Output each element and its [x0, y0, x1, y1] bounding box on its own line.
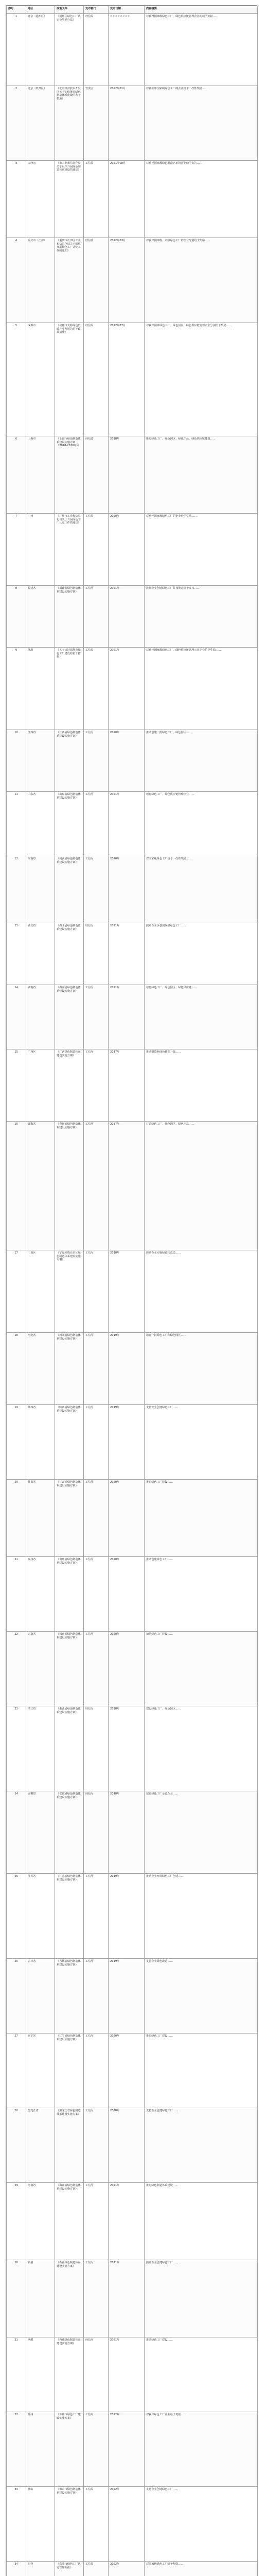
row-issuer: 经信委: [84, 436, 109, 514]
row-document: 《黑龙江省绿色制造体系建设实施方案》: [55, 2108, 84, 2183]
row-date: 2022年01月: [109, 86, 145, 161]
table-row: [7, 648, 258, 730]
row-date: 2021年: [109, 985, 145, 1049]
table-row: [7, 1959, 258, 2033]
row-region: 上海市: [26, 436, 55, 514]
row-summary: 推动创建绿色工厂……: [145, 1557, 258, 1632]
row-region: 江苏省: [26, 1874, 55, 1959]
row-date: 2018年: [109, 436, 145, 514]
row-region: 广州: [26, 514, 55, 586]
row-issuer: 工信厅: [84, 1632, 109, 1706]
table-row: [7, 86, 258, 161]
row-index: 8: [7, 586, 26, 648]
row-date: 2020年: [109, 856, 145, 923]
table-row: [7, 985, 258, 1049]
row-region: 黑龙江省: [26, 2108, 55, 2183]
row-document: 《佛山市绿色制造体系建设实施方案》: [55, 2487, 84, 2562]
row-issuer: 工信厅: [84, 2183, 109, 2260]
header-date: 发布日期: [109, 6, 145, 14]
header-summary: 内容摘要: [145, 6, 258, 14]
row-summary: 支持企业创建绿色工厂……: [145, 2487, 258, 2562]
row-issuer: 工信厅: [84, 1405, 109, 1480]
row-date: 2021年08月: [109, 161, 145, 238]
table-row: [7, 1632, 258, 1706]
row-issuer: 工信厅: [84, 1557, 109, 1632]
table-body: [7, 14, 258, 2576]
row-issuer: 工信厅: [84, 2108, 109, 2183]
row-date: 2021年: [109, 586, 145, 648]
row-region: 浙江省: [26, 1706, 55, 1791]
row-summary: 培育一批绿色工厂和绿色园区……: [145, 1333, 258, 1405]
row-issuer: 工信厅: [84, 985, 109, 1049]
row-region: 云南省: [26, 1632, 55, 1706]
row-region: 吉林省: [26, 1959, 55, 2033]
row-region: 福建省: [26, 586, 55, 648]
row-summary: 鼓励企业实施绿色化改造……: [145, 1250, 258, 1333]
table-row: [7, 436, 258, 514]
row-index: 7: [7, 514, 26, 586]
header-index: 序号: [7, 6, 26, 14]
table-row: [7, 1557, 258, 1632]
row-issuer: 工信厅: [84, 1480, 109, 1557]
row-summary: 对获评国家绿色工厂、绿色园区、绿色供应链管理企业分别给予奖励……: [145, 323, 258, 436]
row-region: 成都市: [26, 323, 55, 436]
row-index: 30: [7, 2260, 26, 2337]
table-row: [7, 2562, 258, 2576]
table-header: [7, 6, 258, 14]
row-document: 《湖北省绿色制造体系建设实施方案》: [55, 923, 84, 985]
row-date: 2020年: [109, 2033, 145, 2108]
row-region: 北京（通州区）: [26, 14, 55, 86]
row-issuer: 工信厅: [84, 792, 109, 856]
row-document: 《江苏省绿色制造体系建设实施方案》: [55, 1874, 84, 1959]
row-date: 2021年: [109, 2260, 145, 2337]
header-document: 政策文件: [55, 6, 84, 14]
row-summary: 推进绿色工厂、绿色园区、绿色产品、绿色供应链建设……: [145, 436, 258, 514]
row-index: 21: [7, 1557, 26, 1632]
row-summary: 推进绿色工厂建设……: [145, 1480, 258, 1557]
row-issuer: 工信厅: [84, 1874, 109, 1959]
row-region: 北京（经开区）: [26, 86, 55, 161]
row-index: 27: [7, 2033, 26, 2108]
table-row: [7, 514, 258, 586]
row-index: 17: [7, 1250, 26, 1333]
row-summary: 培育绿色工厂示范企业……: [145, 1791, 258, 1874]
row-document: 《上海市绿色制造体系建设实施方案（2018-2020年）》: [55, 436, 84, 514]
row-document: 《云南省绿色制造体系建设实施方案》: [55, 1632, 84, 1706]
row-date: 2022年: [109, 2412, 145, 2487]
row-index: 13: [7, 923, 26, 985]
row-document: 《浙江省绿色制造体系建设实施方案》: [55, 1706, 84, 1791]
row-issuer: 经信局: [84, 323, 109, 436]
row-index: 26: [7, 1959, 26, 2033]
row-document: 《江西省绿色制造体系建设实施方案》: [55, 730, 84, 792]
row-date: ########: [109, 14, 145, 86]
row-issuer: 工信厅: [84, 1250, 109, 1333]
row-document: 《福建省绿色制造体系建设实施方案》: [55, 586, 84, 648]
table-row: [7, 2260, 258, 2337]
row-summary: 支持企业创建绿色工厂……: [145, 1405, 258, 1480]
row-summary: 推动制造业绿色转型升级……: [145, 1049, 258, 1122]
row-document: 《海南省绿色制造体系建设实施方案》: [55, 2183, 84, 2260]
table-row: [7, 238, 258, 323]
row-region: 陕西省: [26, 1405, 55, 1480]
row-summary: 支持企业绿色改造……: [145, 1959, 258, 2033]
row-date: 2017年: [109, 1049, 145, 1122]
row-document: 《贵州省绿色制造体系建设实施方案》: [55, 1557, 84, 1632]
row-date: 2022年: [109, 2562, 145, 2576]
table-row: [7, 1049, 258, 1122]
row-document: 《吉林省绿色制造体系建设实施方案》: [55, 1959, 84, 2033]
row-document: 《辽宁省绿色制造体系建设实施方案》: [55, 2033, 84, 2108]
row-date: 2022年03月: [109, 238, 145, 323]
row-date: 2018年: [109, 1791, 145, 1874]
table-row: [7, 1250, 258, 1333]
row-issuer: 工信厅: [84, 1049, 109, 1122]
row-date: 2021年: [109, 2337, 145, 2412]
row-issuer: 工信厅: [84, 730, 109, 792]
table-row: [7, 2487, 258, 2562]
row-date: 2021年: [109, 2183, 145, 2260]
row-issuer: 工信局: [84, 648, 109, 730]
row-date: 2021年: [109, 648, 145, 730]
row-issuer: 工信局: [84, 2412, 109, 2487]
row-region: 甘肃省: [26, 1480, 55, 1557]
row-summary: 支持企业创建绿色工厂……: [145, 2108, 258, 2183]
row-issuer: 工信局: [84, 514, 109, 586]
row-region: 天津市: [26, 161, 55, 238]
header-issuer: 发布部门: [84, 6, 109, 14]
row-index: 33: [7, 2487, 26, 2562]
row-document: 《重庆市江津区工业和信息化局关于组织开展绿色工厂认定工作的通知》: [55, 238, 84, 323]
row-document: 《广州市工业和信息化局关于开展绿色工厂认定工作的通知》: [55, 514, 84, 586]
table-row: [7, 161, 258, 238]
row-document: 《河北省绿色制造体系建设实施方案》: [55, 1333, 84, 1405]
row-document: 《山东省绿色制造体系建设实施方案》: [55, 792, 84, 856]
table-row: [7, 2108, 258, 2183]
row-summary: 推动企业开展绿色工厂创建……: [145, 1874, 258, 1959]
row-date: 2020年: [109, 1480, 145, 1557]
row-issuer: 经信厅: [84, 2337, 109, 2412]
row-issuer: 经信厅: [84, 1791, 109, 1874]
row-index: 6: [7, 436, 26, 514]
table-row: [7, 1706, 258, 1791]
table-row: [7, 323, 258, 436]
row-summary: 对获得国家级绿色工厂、绿色供应链管理企业的给予奖励……: [145, 14, 258, 86]
table-row: [7, 1480, 258, 1557]
row-date: 2019年: [109, 1959, 145, 2033]
row-issuer: 工信局: [84, 161, 109, 238]
row-region: 广西区: [26, 1049, 55, 1122]
table-row: [7, 1874, 258, 1959]
row-issuer: 工信厅: [84, 2033, 109, 2108]
row-date: 2019年: [109, 1405, 145, 1480]
table-row: [7, 1333, 258, 1405]
header-region: 地区: [26, 6, 55, 14]
row-date: 2019年: [109, 1874, 145, 1959]
row-region: 青海省: [26, 1122, 55, 1250]
row-region: 山东省: [26, 792, 55, 856]
table-row: [7, 2337, 258, 2412]
row-region: 安徽省: [26, 1791, 55, 1874]
table-row: [7, 730, 258, 792]
row-index: 19: [7, 1405, 26, 1480]
table-row: [7, 2033, 258, 2108]
row-summary: 对获评国家级绿色工厂的企业给予奖励……: [145, 514, 258, 586]
row-summary: 对获评国家级、市级绿色工厂的企业分别给予奖励……: [145, 238, 258, 323]
row-issuer: 工信厅: [84, 1122, 109, 1250]
row-index: 16: [7, 1122, 26, 1250]
row-index: 2: [7, 86, 26, 161]
table-row: [7, 1791, 258, 1874]
row-region: 重庆市（江津）: [26, 238, 55, 323]
row-region: 贵州省: [26, 1557, 55, 1632]
row-issuer: 工信厅: [84, 586, 109, 648]
row-index: 11: [7, 792, 26, 856]
row-date: 2020年: [109, 1632, 145, 1706]
row-index: 5: [7, 323, 26, 436]
row-index: 29: [7, 2183, 26, 2260]
row-document: 《宁夏回族自治区绿色制造体系建设实施方案》: [55, 1250, 84, 1333]
row-index: 15: [7, 1049, 26, 1122]
row-summary: 对获评绿色工厂企业给予奖励……: [145, 2412, 258, 2487]
table-header-row: [7, 6, 258, 14]
row-index: 20: [7, 1480, 26, 1557]
table-row: [7, 586, 258, 648]
row-date: 2021年: [109, 923, 145, 985]
row-region: 深圳: [26, 648, 55, 730]
row-document: 《苏州市绿色工厂建设实施方案》: [55, 2412, 84, 2487]
row-summary: 推进绿色工厂建设……: [145, 2033, 258, 2108]
row-summary: 鼓励企业创建绿色工厂并按规定给予支持……: [145, 586, 258, 648]
row-document: 《西藏绿色制造体系建设实施方案》: [55, 2337, 84, 2412]
row-index: 12: [7, 856, 26, 923]
row-index: 3: [7, 161, 26, 238]
row-summary: 加快绿色工厂建设……: [145, 1632, 258, 1706]
row-date: 2022年07月: [109, 323, 145, 436]
row-summary: 鼓励企业创建绿色工厂……: [145, 2260, 258, 2337]
row-region: 佛山: [26, 2487, 55, 2562]
row-issuer: 经信局: [84, 14, 109, 86]
row-region: 河北省: [26, 1333, 55, 1405]
row-document: 《新疆绿色制造体系建设实施方案》: [55, 2260, 84, 2337]
row-issuer: 经信厅: [84, 923, 109, 985]
table-row: [7, 2412, 258, 2487]
table-row: [7, 1122, 258, 1250]
row-summary: 对获评国家级绿色制造名单的企业给予支持……: [145, 161, 258, 238]
row-document: 《关于支持深圳市绿色工厂建设的若干措施》: [55, 648, 84, 730]
row-index: 10: [7, 730, 26, 792]
row-index: 32: [7, 2412, 26, 2487]
row-issuer: 经信委: [84, 238, 109, 323]
row-region: 湖北省: [26, 923, 55, 985]
document-sheet: [6, 5, 257, 2576]
row-date: 2019年: [109, 1333, 145, 1405]
row-summary: 对新获评国家级绿色工厂的企业给予一次性奖励……: [145, 86, 258, 161]
row-date: 2020年: [109, 2108, 145, 2183]
row-index: 34: [7, 2562, 26, 2576]
row-document: 《北京经济技术开发区关于加快推进绿色制造体系建设的若干措施》: [55, 86, 84, 161]
row-summary: 打造绿色工厂、绿色园区、绿色产品……: [145, 1122, 258, 1250]
row-date: 2017年: [109, 1122, 145, 1250]
table-row: [7, 792, 258, 856]
row-index: 25: [7, 1874, 26, 1959]
row-document: 《通州区绿色工厂认定及奖励办法》: [55, 14, 84, 86]
row-issuer: 工信局: [84, 2562, 109, 2576]
row-index: 31: [7, 2337, 26, 2412]
row-document: 《成都市支持绿色低碳产业发展的若干政策措施》: [55, 323, 84, 436]
row-summary: 对国家级绿色工厂给予奖励……: [145, 2562, 258, 2576]
row-document: 《安徽省绿色制造体系建设实施方案》: [55, 1791, 84, 1874]
table-row: [7, 856, 258, 923]
row-summary: 培育绿色工厂、绿色园区、绿色供应链……: [145, 985, 258, 1049]
table-row: [7, 14, 258, 86]
table-row: [7, 2183, 258, 2260]
row-index: 18: [7, 1333, 26, 1405]
row-index: 23: [7, 1706, 26, 1791]
row-summary: 对国家级绿色工厂给予一次性奖励……: [145, 856, 258, 923]
row-issuer: 工信局: [84, 2487, 109, 2562]
row-document: 《湖南省绿色制造体系建设实施方案》: [55, 985, 84, 1049]
row-date: 2020年: [109, 514, 145, 586]
row-summary: 推动创建一批绿色工厂、绿色园区……: [145, 730, 258, 792]
row-document: 《甘肃省绿色制造体系建设实施方案》: [55, 1480, 84, 1557]
row-date: 2020年: [109, 730, 145, 792]
row-issuer: 管委会: [84, 86, 109, 161]
row-region: 西藏: [26, 2337, 55, 2412]
row-region: 河南省: [26, 856, 55, 923]
row-document: 《广西绿色制造体系建设实施方案》: [55, 1049, 84, 1122]
row-summary: 建设绿色工厂、绿色园区……: [145, 1706, 258, 1791]
row-index: 14: [7, 985, 26, 1049]
row-summary: 培育绿色工厂、绿色供应链管理企业……: [145, 792, 258, 856]
row-document: 《青海省绿色制造体系建设实施方案》: [55, 1122, 84, 1250]
row-index: 9: [7, 648, 26, 730]
row-index: 1: [7, 14, 26, 86]
row-region: 苏州: [26, 2412, 55, 2487]
row-index: 24: [7, 1791, 26, 1874]
row-document: 《河南省绿色制造体系建设实施方案》: [55, 856, 84, 923]
row-region: 宁夏区: [26, 1250, 55, 1333]
row-region: 海南省: [26, 2183, 55, 2260]
row-summary: 推动绿色工厂建设……: [145, 2337, 258, 2412]
row-document: 《陕西省绿色制造体系建设实施方案》: [55, 1405, 84, 1480]
row-date: 2018年: [109, 1250, 145, 1333]
row-issuer: 经信厅: [84, 1706, 109, 1791]
row-summary: 对获评国家级绿色工厂、绿色供应链管理示范企业给予奖励……: [145, 648, 258, 730]
row-issuer: 工信厅: [84, 1333, 109, 1405]
row-region: 新疆: [26, 2260, 55, 2337]
policy-table: [6, 6, 258, 2576]
row-region: 辽宁省: [26, 2033, 55, 2108]
row-document: 《东莞市绿色工厂认定管理办法》: [55, 2562, 84, 2576]
row-document: 《市工业和信息化局关于组织开展绿色制造体系建设的通知》: [55, 161, 84, 238]
row-region: 江西省: [26, 730, 55, 792]
table-row: [7, 923, 258, 985]
row-date: 2022年: [109, 2487, 145, 2562]
row-index: 22: [7, 1632, 26, 1706]
row-summary: 推进绿色制造体系建设……: [145, 2183, 258, 2260]
row-date: 2018年: [109, 1706, 145, 1791]
row-date: 2020年: [109, 1557, 145, 1632]
row-issuer: 工信厅: [84, 2260, 109, 2337]
row-summary: 鼓励企业争创国家级绿色工厂……: [145, 923, 258, 985]
table-row: [7, 1405, 258, 1480]
row-index: 28: [7, 2108, 26, 2183]
row-region: 东莞: [26, 2562, 55, 2576]
row-issuer: 工信厅: [84, 856, 109, 923]
row-date: 2021年: [109, 792, 145, 856]
row-region: 湖南省: [26, 985, 55, 1049]
row-index: 4: [7, 238, 26, 323]
row-issuer: 工信厅: [84, 1959, 109, 2033]
